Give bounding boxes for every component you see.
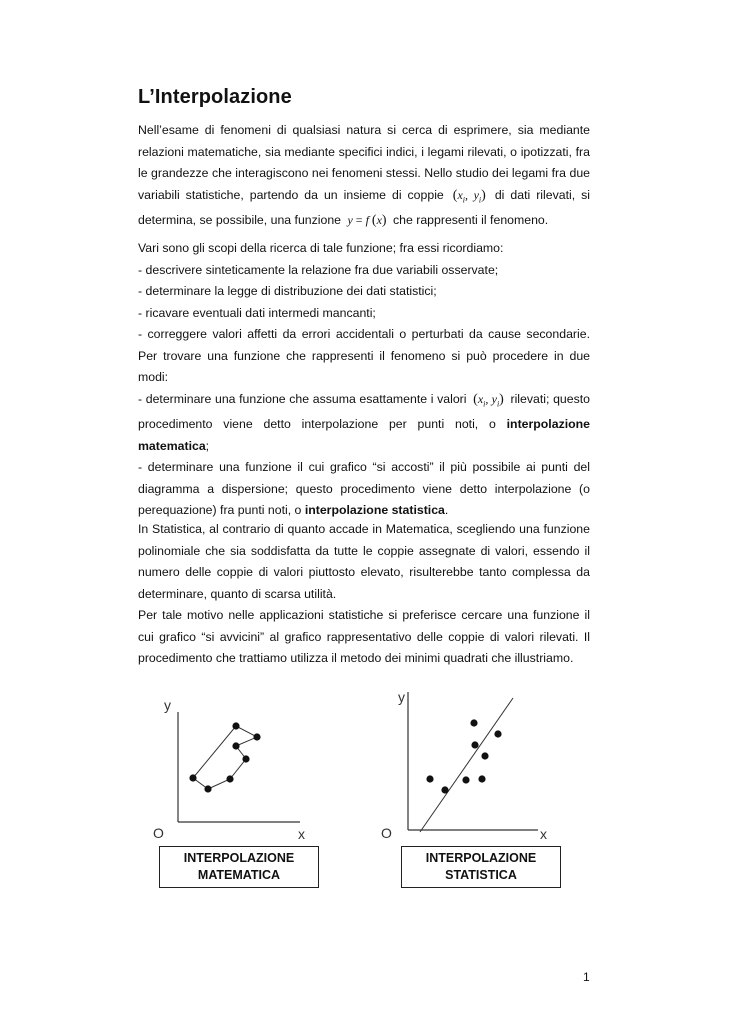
data-point — [471, 741, 478, 748]
regression-line — [420, 698, 513, 832]
statistics-text-b: Per tale motivo nelle applicazioni statistiche si preferisce cercare una funzione il cui grafico “si avvicini” al grafico rappresentativo delle coppie di valori rilevati. Il procedimento che trattiamo utilizza il metodo dei minimi quadrati che illustriamo. — [138, 608, 590, 665]
data-point — [478, 775, 485, 782]
data-point — [426, 775, 433, 782]
data-point — [204, 785, 211, 792]
data-point — [232, 742, 239, 749]
function-formula: y = f (x) — [347, 213, 387, 229]
intro-text-a: Nell’esame di fenomeni di qualsiasi natura si cerca di esprimere, sia mediante relazioni matematiche, sia mediante specifici indici, i legami rilevati, o ipotizzati, fra le grandezze che interagiscono nei fenomeni stessi. Nello studio dei legami fra due variabili statistiche, partendo da un insieme di coppie — [138, 123, 590, 202]
interpolazione-matematica-diagram — [140, 692, 320, 842]
term-interpolazione-statistica: interpolazione statistica — [304, 503, 445, 518]
purposes-paragraph — [138, 238, 590, 522]
statistics-paragraph — [138, 519, 590, 670]
caption-interpolazione-matematica: INTERPOLAZIONE MATEMATICA — [159, 846, 319, 888]
data-point — [226, 775, 233, 782]
purpose-item: - determinare la legge di distribuzione dei dati statistici; — [138, 284, 437, 298]
term-interpolazione-matematica: interpolazione matematica — [138, 417, 590, 453]
purpose-item: - descrivere sinteticamente la relazione fra due variabili osservate; — [138, 262, 499, 277]
origin-label: O — [153, 825, 164, 841]
data-point — [470, 719, 477, 726]
purpose-item: - correggere valori affetti da errori accidentali o perturbati da cause secondarie. Per trovare una funzione che rappresenti il fenomeno si può procedere in due modi: — [138, 327, 590, 384]
purposes-intro: Vari sono gli scopi della ricerca di tale funzione; fra essi ricordiamo: — [138, 241, 504, 255]
y-axis-label: y — [164, 697, 171, 713]
pair-formula: ($x_i$, $y_i$) — [452, 187, 486, 204]
intro-paragraph — [138, 120, 590, 232]
data-point — [242, 755, 249, 762]
page-number: 1 — [583, 970, 590, 984]
data-point — [253, 733, 260, 740]
mode-2: - determinare una funzione il cui grafico “si accosti” il più possibile ai punti del diagramma a dispersione; questo procedimento viene detto interpolazione (o perequazione) fra punti noti, o interpolazione statistica. — [138, 460, 590, 518]
data-point — [441, 786, 448, 793]
data-point — [189, 774, 196, 781]
data-point — [232, 722, 239, 729]
x-axis-label: x — [298, 826, 305, 842]
mode-1: - determinare una funzione che assuma esattamente i valori ($x_i$, $y_i$) rilevati; questo procedimento viene detto interpolazione per punti noti, o interpolazione matematica; — [138, 391, 590, 453]
caption-interpolazione-statistica: INTERPOLAZIONE STATISTICA — [401, 846, 561, 888]
page-title: L’Interpolazione — [138, 86, 292, 108]
pair-formula: ($x_i$, $y_i$) — [473, 391, 504, 408]
purpose-item: - ricavare eventuali dati intermedi mancanti; — [138, 305, 376, 320]
data-point — [481, 752, 488, 759]
x-axis-label: x — [540, 826, 547, 842]
data-point — [494, 730, 501, 737]
origin-label: O — [381, 825, 392, 841]
intro-text-c: che rappresenti il fenomeno. — [393, 213, 549, 228]
interpolazione-statistica-diagram — [378, 680, 558, 842]
y-axis-label: y — [398, 689, 405, 705]
statistics-text-a: In Statistica, al contrario di quanto accade in Matematica, scegliendo una funzione polinomiale che sia soddisfatta da tutte le coppie assegnate di valori, essendo il numero delle coppie di valori piuttosto elevato, risulterebbe tanto complessa da determinare, quanto di scarsa utilità. — [138, 522, 590, 601]
intro-text-b: di dati rilevati, si determina, se possibile, una funzione — [138, 187, 591, 228]
data-point — [462, 776, 469, 783]
